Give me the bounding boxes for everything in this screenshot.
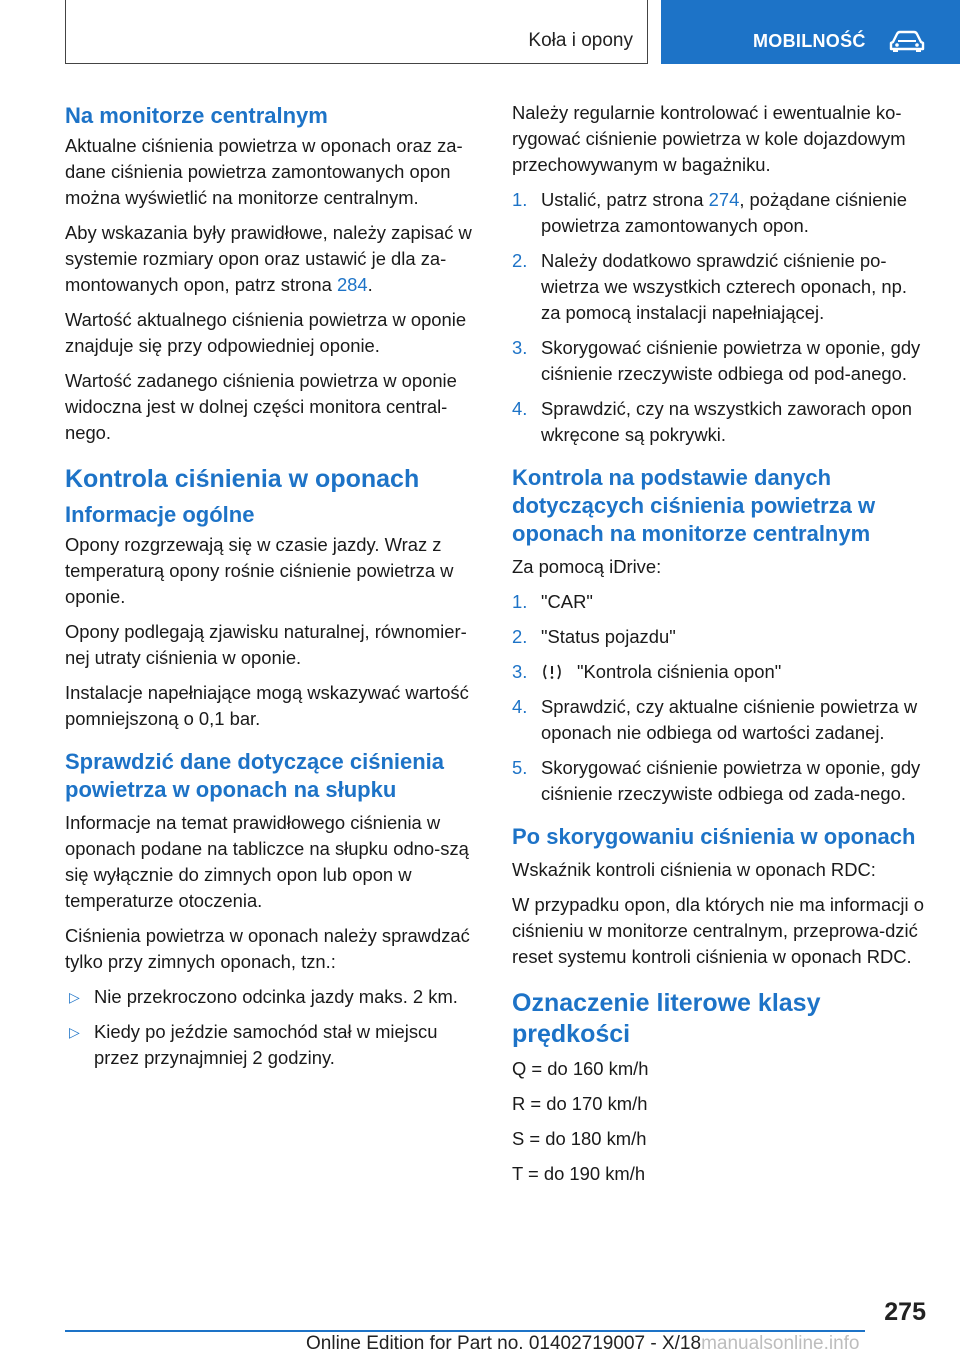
paragraph: Za pomocą iDrive: <box>512 556 662 577</box>
paragraph: Należy regularnie kontrolować i ewentualnie ko-rygować ciśnienie powietrza w kole dojazdowym przechowywanym w bagażniku. <box>512 102 906 175</box>
step-item: 2. Należy dodatkowo sprawdzić ciśnienie po-wietrza we wszystkich czterech oponach, np. za pomocą instalacji napełniającej. <box>512 250 907 323</box>
heading-general-info: Informacje ogólne <box>65 502 255 527</box>
paragraph: Aby wskazania były prawidłowe, należy zapisać w systemie rozmiary opon oraz ustawić je dla za-montowanych opon, patrz strona 284. <box>65 222 472 295</box>
left-column <box>65 100 483 1080</box>
watermark: manualsonline.info <box>701 1333 860 1354</box>
heading-monitor-check: Kontrola na podstawie danych dotyczących ciśnienia powietrza w oponach na monitorze centralnym <box>512 465 876 546</box>
bullet-item: ▷ Kiedy po jeździe samochód stał w miejscu przez przynajmniej 2 godziny. <box>69 1021 438 1068</box>
tire-pressure-warning-icon <box>541 663 563 681</box>
heading-speed-class: Oznaczenie literowe klasy prędkości <box>512 989 821 1048</box>
step-item: 1. Ustalić, patrz strona 274, pożądane ciśnienie powietrza zamontowanych opon. <box>512 189 907 236</box>
chapter-title: Koła i opony <box>528 30 633 51</box>
heading-after-correction: Po skorygowaniu ciśnienia w oponach <box>512 824 916 849</box>
header-chapter-box <box>65 0 648 64</box>
paragraph: Opony podlegają zjawisku naturalnej, równomier-nej utraty ciśnienia w oponie. <box>65 621 467 668</box>
heading-tire-pressure-check: Kontrola ciśnienia w oponach <box>65 465 420 493</box>
step-item: 3. Skorygować ciśnienie powietrza w oponie, gdy ciśnienie rzeczywiste odbiega od pod-anego. <box>512 337 921 384</box>
right-column <box>512 100 930 1196</box>
bullet-item: ▷ Nie przekroczono odcinka jazdy maks. 2 km. <box>65 984 483 1010</box>
paragraph: Wartość aktualnego ciśnienia powietrza w oponie znajduje się przy odpowiedniej oponie. <box>65 309 467 356</box>
paragraph: Aktualne ciśnienia powietrza w oponach oraz za-dane ciśnienia powietrza zamontowanych opon można wyświetlić na monitorze centralnym. <box>65 135 463 208</box>
footer-divider <box>65 1330 865 1332</box>
paragraph: Informacje na temat prawidłowego ciśnienia w oponach podane na tabliczce na słupku odno-szą się wyłącznie do zimnych opon lub opon w temperaturze otoczenia. <box>65 812 469 911</box>
speed-line: T = do 190 km/h <box>512 1163 646 1184</box>
step-item: 2. "Status pojazdu" <box>512 626 676 647</box>
section-label: MOBILNOŚĆ <box>753 31 866 51</box>
page-link[interactable]: 274 <box>708 189 740 210</box>
step-item: 3. "Kontrola ciśnienia opon" <box>512 661 782 682</box>
speed-line: Q = do 160 km/h <box>512 1058 649 1079</box>
page-number: 275 <box>884 1298 926 1326</box>
step-item: 4. Sprawdzić, czy aktualne ciśnienie powietrza w oponach nie odbiega od wartości zadanej. <box>512 696 918 743</box>
bullet-marker: ▷ <box>69 989 80 1005</box>
step-item: 5. Skorygować ciśnienie powietrza w oponie, gdy ciśnienie rzeczywiste odbiega od zada-nego. <box>512 757 921 804</box>
step-item: 1. "CAR" <box>512 591 593 612</box>
footer-edition: Online Edition for Part no. 01402719007 - X/18manualsonline.info <box>306 1333 860 1354</box>
page-link[interactable]: 284 <box>336 274 368 295</box>
section-tab <box>661 0 960 64</box>
paragraph: W przypadku opon, dla których nie ma informacji o ciśnieniu w monitorze centralnym, przeprowa-dzić reset systemu kontroli ciśnienia w oponach RDC. <box>512 894 924 967</box>
paragraph: Opony rozgrzewają się w czasie jazdy. Wraz z temperaturą opony rośnie ciśnienie powietrza w oponie. <box>65 534 454 607</box>
paragraph: Ciśnienia powietrza w oponach należy sprawdzać tylko przy zimnych oponach, tzn.: <box>65 925 470 972</box>
paragraph: Instalacje napełniające mogą wskazywać wartość pomniejszoną o 0,1 bar. <box>65 682 469 729</box>
step-item: 4. Sprawdzić, czy na wszystkich zaworach opon wkręcone są pokrywki. <box>512 398 913 445</box>
car-icon <box>889 30 925 52</box>
paragraph: Wartość zadanego ciśnienia powietrza w oponie widoczna jest w dolnej części monitora central-nego. <box>65 370 457 443</box>
heading-pillar-data: Sprawdzić dane dotyczące ciśnienia powietrza w oponach na słupku <box>65 749 445 802</box>
paragraph: Wskaźnik kontroli ciśnienia w oponach RDC: <box>512 859 876 880</box>
heading-central-monitor: Na monitorze centralnym <box>65 103 328 128</box>
speed-line: R = do 170 km/h <box>512 1093 648 1114</box>
speed-line: S = do 180 km/h <box>512 1128 647 1149</box>
bullet-marker: ▷ <box>69 1024 80 1040</box>
